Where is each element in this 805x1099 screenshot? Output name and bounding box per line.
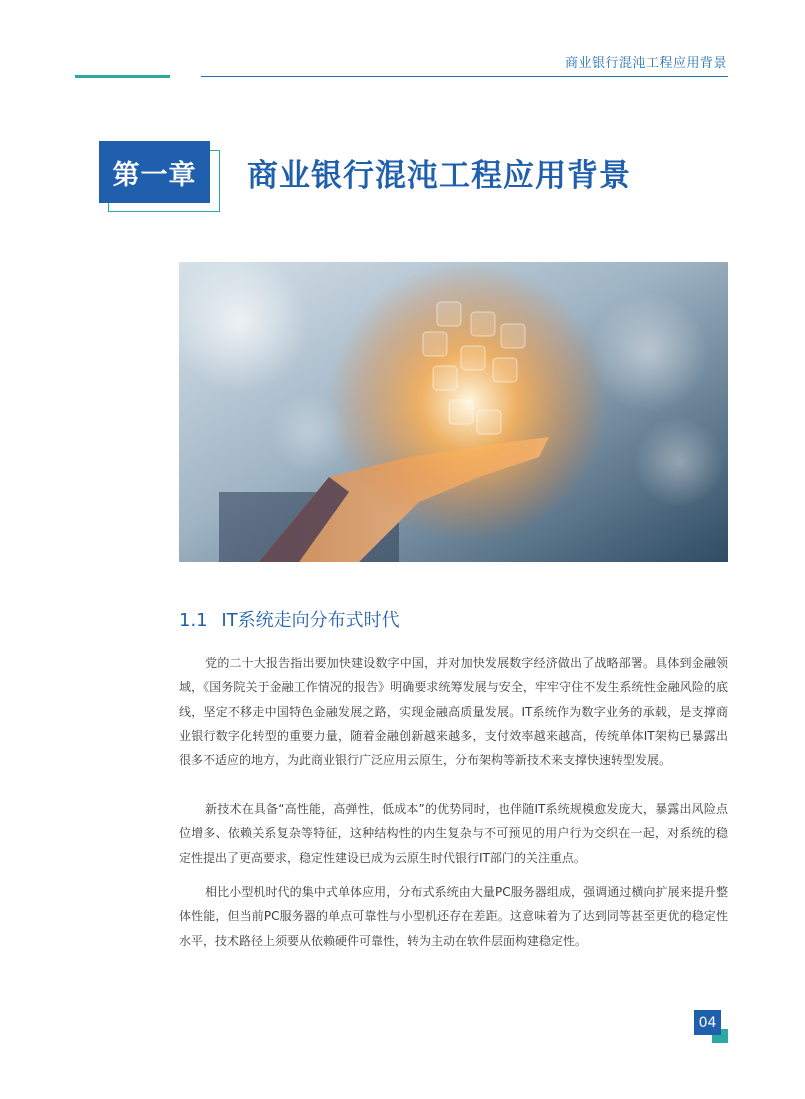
hero-image [179, 262, 728, 562]
chapter-badge: 第一章 [99, 141, 210, 203]
section-number: 1.1 [179, 610, 208, 631]
running-header-title: 商业银行混沌工程应用背景 [564, 56, 727, 71]
paragraph [179, 651, 728, 772]
header-accent-line [75, 75, 170, 78]
chapter-title: 商业银行混沌工程应用背景 [247, 158, 631, 194]
paragraph-text: 新技术在具备“高性能，高弹性，低成本”的优势同时，也伴随IT系统规模愈发庞大，暴露出风险点位增多、依赖关系复杂等特征，这种结构性的内生复杂与不可预见的用户行为交织在一起，对系统的稳定性提出了更高要求，稳定性建设已成为云原生时代银行IT部门的关注重点。 [179, 802, 728, 865]
paragraph [179, 880, 728, 953]
section-heading [179, 606, 400, 632]
paragraph-text: 相比小型机时代的集中式单体应用，分布式系统由大量PC服务器组成，强调通过横向扩展来提升整体性能，但当前PC服务器的单点可靠性与小型机还存在差距。这意味着为了达到同等甚至更优的稳定性水平，技术路径上须要从依赖硬件可靠性，转为主动在软件层面构建稳定性。 [179, 885, 728, 948]
paragraph-text: 党的二十大报告指出要加快建设数字中国，并对加快发展数字经济做出了战略部署。具体到金融领域，《国务院关于金融工作情况的报告》明确要求统筹发展与安全，牢牢守住不发生系统性金融风险的底线，坚定不移走中国特色金融发展之路，实现金融高质量发展。IT系统作为数字业务的承载，是支撑商业银行数字化转型的重要力量，随着金融创新越来越多，支付效率越来越高，传统单体IT架构已暴露出很多不适应的地方，为此商业银行广泛应用云原生，分布架构等新技术来支撑快速转型发展。 [179, 656, 728, 768]
hand-holding-app-icons-illustration [179, 262, 728, 562]
header-rule [201, 76, 728, 77]
section-title: IT系统走向分布式时代 [221, 610, 400, 631]
page-number: 04 [694, 1010, 721, 1035]
paragraph [179, 797, 728, 870]
